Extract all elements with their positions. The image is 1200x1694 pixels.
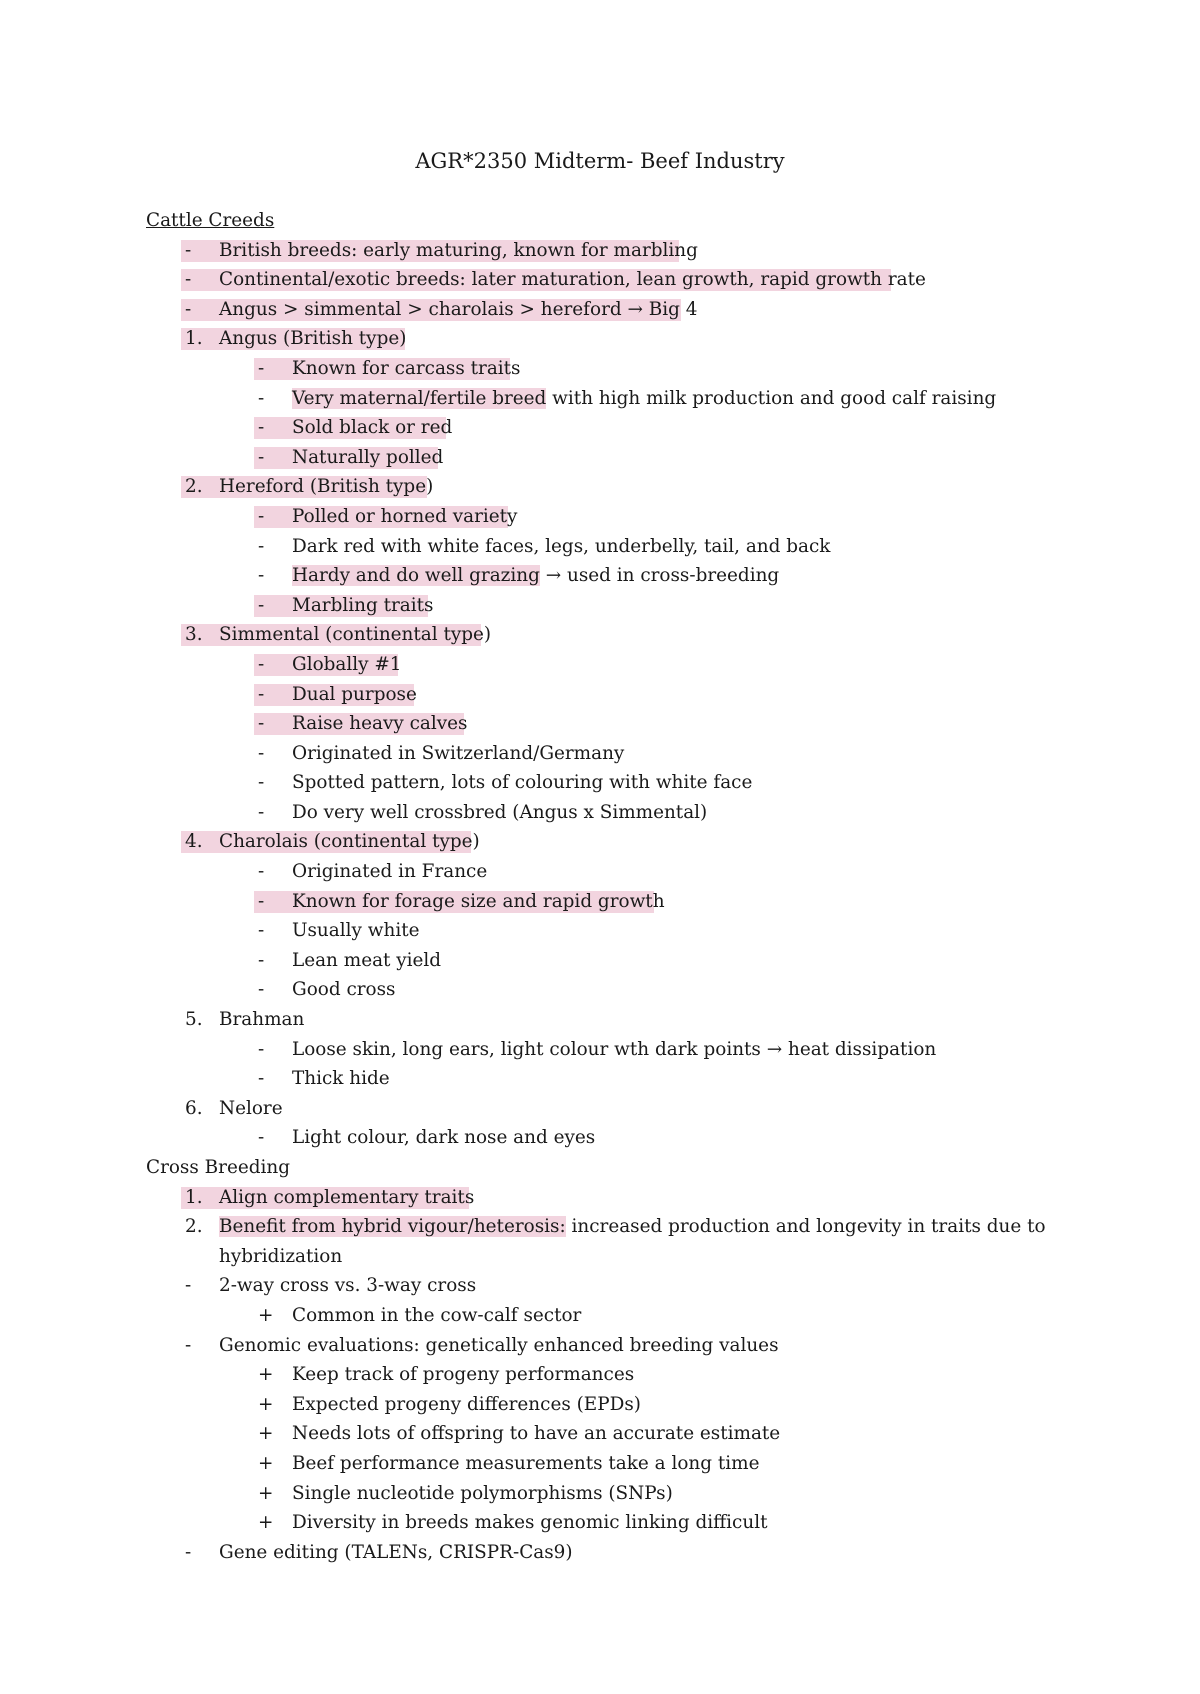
list-item-text	[292, 384, 996, 414]
list-item-text: Sold black or red	[292, 417, 453, 439]
list-item-text: Dual purpose	[292, 683, 417, 705]
list-item	[0, 916, 1200, 946]
list-item	[0, 502, 1200, 532]
list-item-text: Keep track of progeny performances	[292, 1364, 635, 1386]
list-item-text: Needs lots of offspring to have an accurate estimate	[292, 1423, 781, 1445]
list-item	[0, 1538, 1200, 1568]
bullet-dash: -	[258, 801, 265, 823]
list-number: 4.	[185, 831, 203, 853]
list-number: 2.	[185, 476, 203, 498]
list-item-text: Loose skin, long ears, light colour wth dark points → heat dissipation	[292, 1038, 937, 1060]
list-item-text: Diversity in breeds makes genomic linking difficult	[292, 1512, 768, 1534]
bullet-dash: -	[185, 239, 192, 261]
breed-heading	[0, 1005, 1200, 1035]
list-number: 5.	[185, 1009, 203, 1031]
highlighted-text: Benefit from hybrid vigour/heterosis:	[219, 1216, 566, 1238]
bullet-dash: -	[258, 417, 265, 439]
list-item-text: Marbling traits	[292, 594, 434, 616]
bullet-plus: +	[258, 1364, 274, 1386]
list-item	[0, 709, 1200, 739]
list-item-text	[292, 561, 779, 591]
list-item	[0, 1360, 1200, 1390]
list-item	[0, 1035, 1200, 1065]
breed-heading	[0, 1094, 1200, 1124]
list-item-text: Globally #1	[292, 653, 402, 675]
list-item-text: Dark red with white faces, legs, underbelly, tail, and back	[292, 535, 831, 557]
bullet-dash: -	[258, 357, 265, 379]
list-item-text: Expected progeny differences (EPDs)	[292, 1393, 641, 1415]
list-item	[0, 413, 1200, 443]
bullet-dash: -	[185, 298, 192, 320]
bullet-dash: -	[258, 979, 265, 1001]
bullet-dash: -	[185, 1541, 192, 1563]
list-item	[0, 265, 1200, 295]
bullet-dash: -	[258, 683, 265, 705]
bullet-plus: +	[258, 1452, 274, 1474]
list-item-text	[219, 1212, 1046, 1242]
list-item	[0, 443, 1200, 473]
breed-name: Nelore	[219, 1097, 283, 1119]
list-item	[0, 857, 1200, 887]
list-item-continuation	[0, 1242, 1200, 1272]
breed-name: Angus (British type)	[219, 328, 407, 350]
list-item-text: Originated in France	[292, 861, 488, 883]
list-item	[0, 591, 1200, 621]
bullet-plus: +	[258, 1393, 274, 1415]
bullet-plus: +	[258, 1482, 274, 1504]
list-item-text: Good cross	[292, 979, 396, 1001]
bullet-dash: -	[185, 1334, 192, 1356]
list-item	[0, 1390, 1200, 1420]
list-item	[0, 768, 1200, 798]
section-heading	[0, 206, 1200, 236]
list-item	[0, 1419, 1200, 1449]
bullet-dash: -	[185, 269, 192, 291]
breed-name: Charolais (continental type)	[219, 831, 480, 853]
bullet-dash: -	[258, 742, 265, 764]
breed-heading	[0, 472, 1200, 502]
breed-heading	[0, 827, 1200, 857]
list-item	[0, 561, 1200, 591]
breed-name: Hereford (British type)	[219, 476, 434, 498]
bullet-dash: -	[258, 565, 265, 587]
bullet-dash: -	[258, 1038, 265, 1060]
bullet-dash: -	[258, 446, 265, 468]
bullet-plus: +	[258, 1423, 274, 1445]
cattle-heading: Cattle Creeds	[146, 210, 275, 231]
document-title: AGR*2350 Midterm- Beef Industry	[415, 149, 785, 173]
list-item-text: Do very well crossbred (Angus x Simmental)	[292, 801, 708, 823]
bullet-dash: -	[258, 387, 265, 409]
bullet-plus: +	[258, 1512, 274, 1534]
list-number: 6.	[185, 1097, 203, 1119]
list-item	[0, 1212, 1200, 1242]
list-item-text: Common in the cow-calf sector	[292, 1304, 582, 1326]
breed-name: Brahman	[219, 1009, 305, 1031]
list-item	[0, 1479, 1200, 1509]
list-item	[0, 384, 1200, 414]
list-item-text: Single nucleotide polymorphisms (SNPs)	[292, 1482, 673, 1504]
list-item	[0, 739, 1200, 769]
list-number: 1.	[185, 328, 203, 350]
bullet-dash: -	[258, 1068, 265, 1090]
bullet-dash: -	[258, 505, 265, 527]
list-item-text: Beef performance measurements take a long time	[292, 1452, 760, 1474]
list-item	[0, 295, 1200, 325]
highlighted-text: Very maternal/fertile breed	[292, 387, 547, 409]
list-item	[0, 680, 1200, 710]
list-item-text: Gene editing (TALENs, CRISPR-Cas9)	[219, 1541, 573, 1563]
breed-name: Simmental (continental type)	[219, 624, 492, 646]
highlighted-text: Hardy and do well grazing	[292, 565, 540, 587]
bullet-dash: -	[258, 890, 265, 912]
breed-heading	[0, 620, 1200, 650]
section-heading	[0, 1153, 1200, 1183]
bullet-dash: -	[258, 713, 265, 735]
list-item-text: Align complementary traits	[219, 1186, 475, 1208]
cross-heading: Cross Breeding	[146, 1157, 291, 1178]
list-item-text: Light colour, dark nose and eyes	[292, 1127, 596, 1149]
list-item-text: Lean meat yield	[292, 949, 442, 971]
list-item	[0, 1183, 1200, 1213]
bullet-plus: +	[258, 1304, 274, 1326]
list-item	[0, 1123, 1200, 1153]
list-item	[0, 1064, 1200, 1094]
plain-text: with high milk production and good calf raising	[546, 387, 997, 409]
list-item	[0, 946, 1200, 976]
list-item	[0, 532, 1200, 562]
list-item	[0, 650, 1200, 680]
list-item	[0, 354, 1200, 384]
list-number: 1.	[185, 1186, 203, 1208]
list-item	[0, 1301, 1200, 1331]
list-item-text: Angus > simmental > charolais > hereford → Big 4	[219, 298, 698, 320]
list-item	[0, 975, 1200, 1005]
list-item-text: Naturally polled	[292, 446, 444, 468]
bullet-dash: -	[258, 535, 265, 557]
bullet-dash: -	[258, 653, 265, 675]
list-item-text: Polled or horned variety	[292, 505, 518, 527]
list-item	[0, 1449, 1200, 1479]
bullet-dash: -	[258, 594, 265, 616]
bullet-dash: -	[258, 861, 265, 883]
list-item-text: Known for forage size and rapid growth	[292, 890, 665, 912]
list-number: 2.	[185, 1216, 203, 1238]
list-item-text: Thick hide	[292, 1068, 390, 1090]
list-item	[0, 1508, 1200, 1538]
bullet-dash: -	[258, 920, 265, 942]
list-item	[0, 1271, 1200, 1301]
list-item-text: Continental/exotic breeds: later maturation, lean growth, rapid growth rate	[219, 269, 926, 291]
plain-text: → used in cross-breeding	[539, 565, 780, 587]
bullet-dash: -	[258, 1127, 265, 1149]
bullet-dash: -	[258, 949, 265, 971]
list-item-text: Known for carcass traits	[292, 357, 521, 379]
list-item-text: Usually white	[292, 920, 420, 942]
list-item	[0, 1331, 1200, 1361]
list-item-text: Originated in Switzerland/Germany	[292, 742, 625, 764]
list-item-text: Raise heavy calves	[292, 713, 468, 735]
bullet-dash: -	[258, 772, 265, 794]
list-item-text: 2-way cross vs. 3-way cross	[219, 1275, 477, 1297]
list-item-text: Genomic evaluations: genetically enhanced breeding values	[219, 1334, 779, 1356]
list-item	[0, 798, 1200, 828]
document-body	[0, 206, 1200, 1567]
list-number: 3.	[185, 624, 203, 646]
list-item-text: British breeds: early maturing, known for marbling	[219, 239, 698, 261]
breed-heading	[0, 324, 1200, 354]
list-item	[0, 236, 1200, 266]
plain-text: increased production and longevity in traits due to	[565, 1216, 1046, 1238]
list-item-text: hybridization	[219, 1245, 343, 1267]
bullet-dash: -	[185, 1275, 192, 1297]
list-item-text: Spotted pattern, lots of colouring with white face	[292, 772, 753, 794]
list-item	[0, 887, 1200, 917]
